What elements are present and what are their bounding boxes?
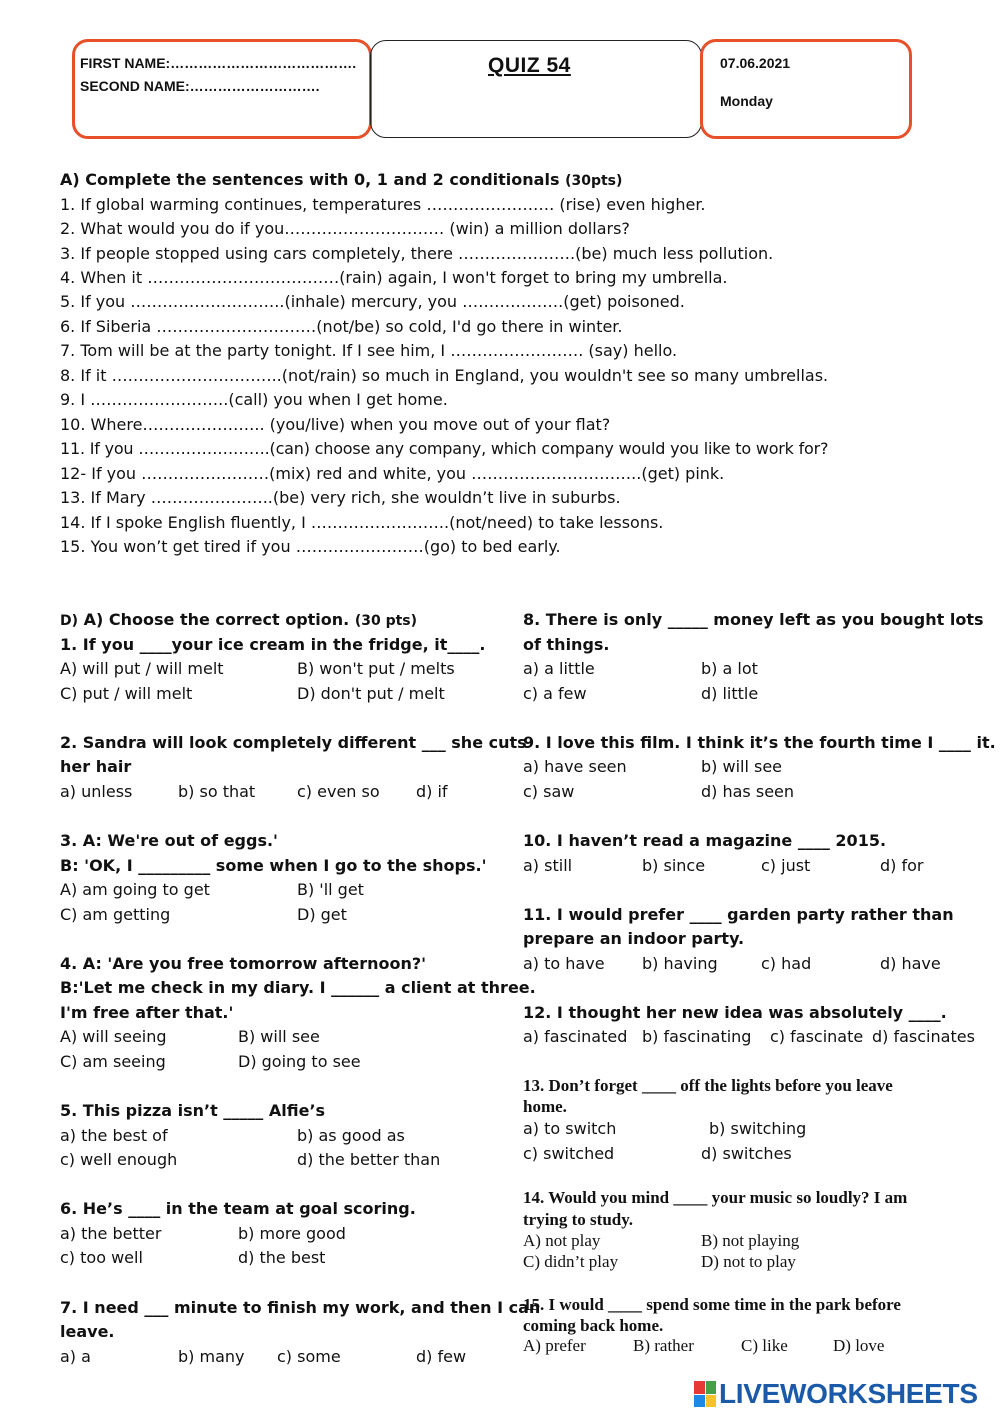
q12-option-b[interactable]: b) fascinating xyxy=(642,1027,752,1046)
question-7-cont: leave. xyxy=(60,1322,115,1341)
sentence-13[interactable]: 13. If Mary …………………..(be) very rich, she wouldn’t live in suburbs. xyxy=(60,488,621,507)
section-d-points: (30 pts) xyxy=(354,613,418,629)
q11-option-c[interactable]: c) had xyxy=(761,954,812,973)
q12-option-c[interactable]: c) fascinate xyxy=(770,1027,864,1046)
question-11-cont: prepare an indoor party. xyxy=(523,929,745,948)
logo-icon-square xyxy=(694,1381,705,1394)
sentence-14[interactable]: 14. If I spoke English fluently, I ……………………..(not/need) to take lessons. xyxy=(60,513,664,532)
q2-option-b[interactable]: b) so that xyxy=(178,782,256,801)
q10-option-d[interactable]: d) for xyxy=(880,856,924,875)
q13-option-b[interactable]: b) switching xyxy=(709,1119,807,1138)
q2-option-d[interactable]: d) if xyxy=(416,782,448,801)
question-14-cont: trying to study. xyxy=(523,1210,634,1229)
question-2-cont: her hair xyxy=(60,757,132,776)
date-box xyxy=(700,39,912,139)
question-3-cont: B: 'OK, I _________ some when I go to the shops.' xyxy=(60,856,487,875)
logo-icon-square xyxy=(706,1381,717,1394)
section-d-label: D) xyxy=(60,613,79,629)
q4-option-b[interactable]: B) will see xyxy=(238,1027,320,1046)
q12-option-a[interactable]: a) fascinated xyxy=(523,1027,628,1046)
q14-option-d[interactable]: D) not to play xyxy=(701,1252,796,1271)
sentence-7[interactable]: 7. Tom will be at the party tonight. If I see him, I ……………………. (say) hello. xyxy=(60,341,678,360)
sentence-10[interactable]: 10. Where………………….. (you/live) when you move out of your flat? xyxy=(60,415,611,434)
q15-option-c[interactable]: C) like xyxy=(741,1336,788,1355)
q1-option-c[interactable]: C) put / will melt xyxy=(60,684,193,703)
question-13: 13. Don’t forget ____ off the lights before you leave xyxy=(523,1076,893,1095)
q1-option-b[interactable]: B) won't put / melts xyxy=(297,659,455,678)
q1-option-d[interactable]: D) don't put / melt xyxy=(297,684,445,703)
quiz-date: 07.06.2021 xyxy=(720,55,791,71)
q2-option-a[interactable]: a) unless xyxy=(60,782,133,801)
sentence-1[interactable]: 1. If global warming continues, temperatures …………………… (rise) even higher. xyxy=(60,195,706,214)
q8-option-d[interactable]: d) little xyxy=(701,684,759,703)
section-d-title: A) Choose the correct option. xyxy=(83,610,350,629)
section-d-heading xyxy=(60,610,417,629)
question-2: 2. Sandra will look completely different ___ she cuts xyxy=(60,733,527,752)
question-3: 3. A: We're out of eggs.' xyxy=(60,831,278,850)
sentence-3[interactable]: 3. If people stopped using cars completely, there ………………….(be) much less pollution. xyxy=(60,244,774,263)
sentence-12[interactable]: 12- If you ……………………(mix) red and white, you …………………………..(get) pink. xyxy=(60,464,725,483)
q15-option-d[interactable]: D) love xyxy=(833,1336,885,1355)
question-8: 8. There is only _____ money left as you bought lots xyxy=(523,610,984,629)
sentence-8[interactable]: 8. If it …………………………..(not/rain) so much in England, you wouldn't see so many umbrellas. xyxy=(60,366,829,385)
question-4-cont: B:'Let me check in my diary. I ______ a client at three. xyxy=(60,978,536,997)
first-name-field[interactable]: FIRST NAME:…………………………………. xyxy=(80,55,357,71)
q1-option-a[interactable]: A) will put / will melt xyxy=(60,659,224,678)
q11-option-a[interactable]: a) to have xyxy=(523,954,605,973)
q4-option-a[interactable]: A) will seeing xyxy=(60,1027,167,1046)
q4-option-d[interactable]: D) going to see xyxy=(238,1052,361,1071)
q7-option-c[interactable]: c) some xyxy=(277,1347,341,1366)
q11-option-b[interactable]: b) having xyxy=(642,954,718,973)
q7-option-a[interactable]: a) a xyxy=(60,1347,91,1366)
q10-option-c[interactable]: c) just xyxy=(761,856,811,875)
q13-option-a[interactable]: a) to switch xyxy=(523,1119,617,1138)
logo-icon xyxy=(694,1381,716,1407)
section-a-title: A) Complete the sentences with 0, 1 and 2 conditionals xyxy=(60,170,560,189)
question-4-cont2: I'm free after that.' xyxy=(60,1003,234,1022)
section-a-heading xyxy=(60,170,622,189)
q3-option-a[interactable]: A) am going to get xyxy=(60,880,210,899)
q5-option-b[interactable]: b) as good as xyxy=(297,1126,405,1145)
q6-option-b[interactable]: b) more good xyxy=(238,1224,346,1243)
question-7: 7. I need ___ minute to finish my work, and then I can xyxy=(60,1298,541,1317)
q10-option-b[interactable]: b) since xyxy=(642,856,706,875)
q7-option-d[interactable]: d) few xyxy=(416,1347,467,1366)
q6-option-c[interactable]: c) too well xyxy=(60,1248,143,1267)
q6-option-a[interactable]: a) the better xyxy=(60,1224,162,1243)
question-1: 1. If you ____your ice cream in the fridge, it____. xyxy=(60,635,486,654)
sentence-9[interactable]: 9. I ……………………..(call) you when I get home. xyxy=(60,390,448,409)
question-9: 9. I love this film. I think it’s the fourth time I ____ it. xyxy=(523,733,996,752)
q7-option-b[interactable]: b) many xyxy=(178,1347,245,1366)
q3-option-c[interactable]: C) am getting xyxy=(60,905,171,924)
question-15: 15. I would ____ spend some time in the park before xyxy=(523,1295,901,1314)
question-10: 10. I haven’t read a magazine ____ 2015. xyxy=(523,831,887,850)
q14-option-a[interactable]: A) not play xyxy=(523,1231,601,1250)
question-8-cont: of things. xyxy=(523,635,610,654)
sentence-4[interactable]: 4. When it ………………………………(rain) again, I won't forget to bring my umbrella. xyxy=(60,268,728,287)
question-13-cont: home. xyxy=(523,1097,567,1116)
section-a-points: (30pts) xyxy=(565,173,623,189)
question-15-cont: coming back home. xyxy=(523,1316,664,1335)
q8-option-c[interactable]: c) a few xyxy=(523,684,587,703)
sentence-6[interactable]: 6. If Siberia …………………………(not/be) so cold, I'd go there in winter. xyxy=(60,317,623,336)
q11-option-d[interactable]: d) have xyxy=(880,954,941,973)
q9-option-a[interactable]: a) have seen xyxy=(523,757,627,776)
sentence-5[interactable]: 5. If you ………………………..(inhale) mercury, you ……………….(get) poisoned. xyxy=(60,292,685,311)
sentence-11[interactable]: 11. If you …………………….(can) choose any company, which company would you like to work for? xyxy=(60,439,829,458)
question-11: 11. I would prefer ____ garden party rather than xyxy=(523,905,954,924)
q6-option-d[interactable]: d) the best xyxy=(238,1248,326,1267)
question-6: 6. He’s ____ in the team at goal scoring. xyxy=(60,1199,416,1218)
q4-option-c[interactable]: C) am seeing xyxy=(60,1052,166,1071)
question-5: 5. This pizza isn’t _____ Alfie’s xyxy=(60,1101,326,1120)
logo-icon-square xyxy=(694,1395,705,1408)
q2-option-c[interactable]: c) even so xyxy=(297,782,380,801)
q9-option-d[interactable]: d) has seen xyxy=(701,782,795,801)
q13-option-c[interactable]: c) switched xyxy=(523,1144,615,1163)
q14-option-b[interactable]: B) not playing xyxy=(701,1231,800,1250)
q5-option-a[interactable]: a) the best of xyxy=(60,1126,168,1145)
q15-option-a[interactable]: A) prefer xyxy=(523,1336,586,1355)
q10-option-a[interactable]: a) still xyxy=(523,856,573,875)
q3-option-b[interactable]: B) 'll get xyxy=(297,880,364,899)
q8-option-a[interactable]: a) a little xyxy=(523,659,595,678)
q12-option-d[interactable]: d) fascinates xyxy=(872,1027,975,1046)
sentence-2[interactable]: 2. What would you do if you………………………… (win) a million dollars? xyxy=(60,219,630,238)
q5-option-d[interactable]: d) the better than xyxy=(297,1150,441,1169)
quiz-day: Monday xyxy=(720,93,773,109)
logo-text: LIVEWORKSHEETS xyxy=(719,1378,978,1409)
logo-icon-square xyxy=(706,1395,717,1408)
sentence-15[interactable]: 15. You won’t get tired if you ……………………(go) to bed early. xyxy=(60,537,561,556)
q13-option-d[interactable]: d) switches xyxy=(701,1144,792,1163)
q5-option-c[interactable]: c) well enough xyxy=(60,1150,178,1169)
q14-option-c[interactable]: C) didn’t play xyxy=(523,1252,619,1271)
liveworksheets-logo xyxy=(694,1378,978,1410)
page-title: QUIZ 54 xyxy=(488,54,571,77)
second-name-field[interactable]: SECOND NAME:………………………. xyxy=(80,78,320,94)
q9-option-b[interactable]: b) will see xyxy=(701,757,783,776)
q3-option-d[interactable]: D) get xyxy=(297,905,347,924)
q8-option-b[interactable]: b) a lot xyxy=(701,659,758,678)
question-4: 4. A: 'Are you free tomorrow afternoon?' xyxy=(60,954,427,973)
q15-option-b[interactable]: B) rather xyxy=(633,1336,694,1355)
question-12: 12. I thought her new idea was absolutely ____. xyxy=(523,1003,947,1022)
question-14: 14. Would you mind ____ your music so loudly? I am xyxy=(523,1188,908,1207)
q9-option-c[interactable]: c) saw xyxy=(523,782,575,801)
